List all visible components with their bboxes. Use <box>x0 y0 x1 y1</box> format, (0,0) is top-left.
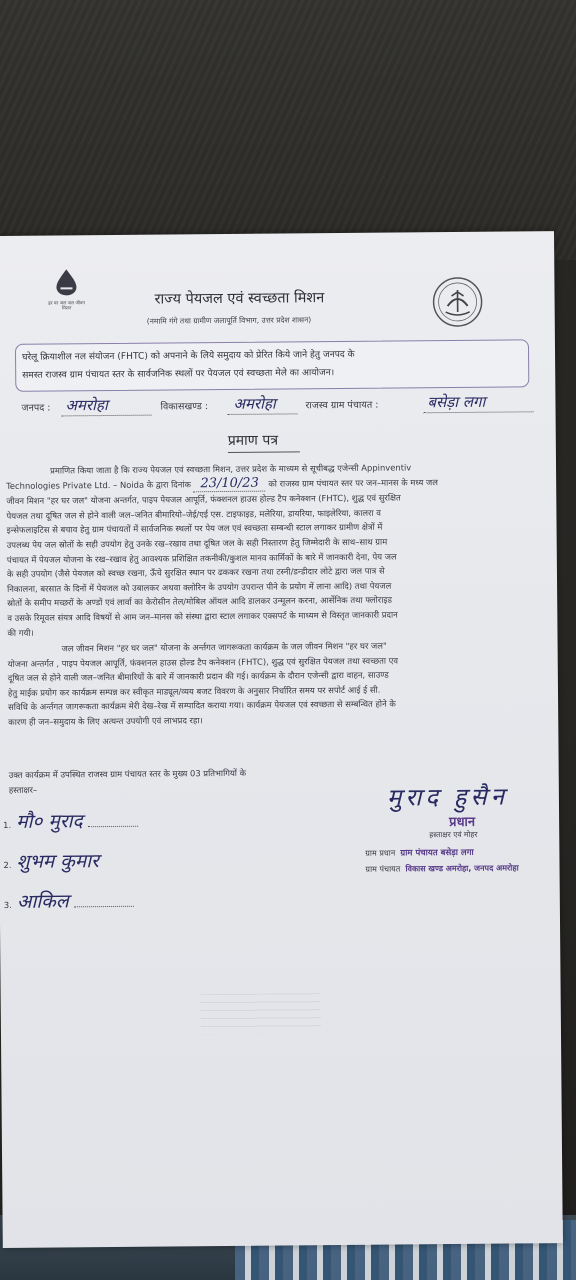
p1-line-0: प्रमाणित किया जाता है कि राज्य पेयजल एवं स्वच्छता मिशन, उत्तर प्रदेश के माध्यम से सूचीबद्ध एजेन्सी Appinventiv <box>50 462 412 476</box>
sign-line-2-label: ग्राम प्रधान <box>365 848 396 858</box>
background-floor <box>0 0 576 260</box>
gram-value: बसेड़ा लगा <box>427 392 486 412</box>
sign-stamp-line-2: ग्राम पंचायत बसेड़ा लगा <box>400 847 474 859</box>
sign-line-3-label: ग्राम पंचायत <box>365 864 401 874</box>
event-banner <box>15 339 529 391</box>
sign-line-1: हस्ताक्षर एवं मोहर <box>429 829 478 840</box>
title-underline <box>228 451 300 453</box>
pradhan-signature: मुराद हुसैन <box>386 782 509 812</box>
p1-line-1a: Technologies Private Ltd. – Noida के द्वारा दिनांक <box>6 478 192 491</box>
janpad-underline <box>62 415 152 417</box>
participants-intro-line-1: हस्ताक्षर– <box>8 784 38 795</box>
participants-intro-line-0: उक्त कार्यक्रम में उपस्थित राजस्व ग्राम पंचायत स्तर के मुख्य 03 प्रतिभागियों के <box>8 767 247 780</box>
participant-1 <box>3 806 183 834</box>
participant-2 <box>3 846 183 874</box>
p1-line-1b: को राजस्व ग्राम पंचायत स्तर पर जन–मानस के मध्य जल <box>268 476 438 489</box>
p2-line-4: सविधि के अर्न्तगत जागरूकता कार्यक्रम मेरी देख–रेख में सम्पादित कराया गया। कार्यक्रम पेयजल एवं स्वच्छता से सम्बन्धित होने के <box>8 698 396 713</box>
banner-line-2: समस्त राजस्व ग्राम पंचायत स्तर के सार्वजनिक स्थलों पर पेयजल एवं स्वच्छता मेले का आयोजन। <box>22 368 335 381</box>
janpad-label: जनपद : <box>21 402 51 414</box>
pradhan-stamp: प्रधान <box>449 814 476 831</box>
p2-line-2: दूषित जल से होने वाली जल–जनित बीमारियों के बारे में जानकारी प्रदान की गई। कार्यक्रम के दौरान एजेन्सी द्वारा वाहन, साउण्ड <box>7 669 389 684</box>
p1-line-11: व उसके रिमूवल संयत्र आदि विषयों से आम जन–मानस को संस्था द्वारा स्टाल लगाकर एक्सपर्ट के माध्यम से विस्तृत जानकारी प्रदान <box>7 609 398 623</box>
certificate-title: प्रमाण पत्र <box>227 432 279 449</box>
date-value: 23/10/23 <box>194 476 266 492</box>
up-government-emblem <box>431 276 483 328</box>
participant-name: शुभम कुमार <box>16 850 99 873</box>
p2-line-1: योजना अन्तर्गत , पाइप पेयजल आपूर्ति, फंक्शनल हाउस होल्ड टैप कनेक्शन (FHTC), शुद्ध एवं सुरक्षित पेयजल तथा स्वच्छता एव <box>7 655 399 669</box>
janpad-value: अमरोहा <box>65 396 108 415</box>
participant-num: 2. <box>3 859 12 870</box>
vikaskhand-value: अमरोहा <box>233 394 276 413</box>
logo-caption: हर घर जल जल जीवन मिशन <box>48 301 85 312</box>
har-ghar-jal-logo <box>46 267 86 313</box>
org-title: राज्य पेयजल एवं स्वच्छता मिशन <box>154 290 325 308</box>
gram-underline <box>424 411 534 413</box>
p1-line-8: के सही उपयोग (जैसे पेयजल को स्वच्छ रखना, ऊँचे सुरक्षित स्थान पर ढककर रखना तथा टस्नी/डन्डीदार लोटे द्वारा जल पात्र से <box>6 565 385 580</box>
sign-stamp-line-3: विकास खण्ड अमरोहा, जनपद अमरोहा <box>405 863 519 874</box>
p2-line-0: जल जीवन मिशन "हर घर जल" योजना के अर्न्तगत जागरूकता कार्यक्रम के जल जीवन मिशन "हर घर जल" <box>61 640 387 654</box>
p1-line-10: स्रोतों के समीप मच्छरों के अण्डों एवं लार्वा का केरोसीन तेल/मोबिल ऑयल आदि डालकर उन्मूलन करना, आर्सेनिक तथा फ्लोराइड <box>7 594 392 609</box>
paragraph-2 <box>8 637 549 729</box>
banner-line-1: घरेलू क्रियाशील नल संयोजन (FHTC) को अपनाने के लिये समुदाय को प्रेरित किये जाने हेतु जनपद के <box>22 349 355 363</box>
p1-line-3: जीवन मिशन "हर घर जल" योजना अन्तर्गत, पाइप पेयजल आपूर्ति, फंक्शनल हाउस होल्ड टैप कनेक्शन (FHTC), शुद्ध एवं सुरक्षित <box>6 492 401 507</box>
p2-line-5: कारण ही जन–समुदाय के लिए अत्यन्त उपयोगी एवं लाभप्रद रहा। <box>8 715 203 727</box>
participant-num: 1. <box>3 819 12 830</box>
p1-line-7: पंचायत में पेयजल योजना के रख–रखाव हेतु आवश्यक प्रशिक्षित तकनीकी/कुशल मानव कार्मिकों के बारे में जानकारी देना, पेय जल <box>6 551 397 565</box>
p1-line-4: पेयजल तथा दूषित जल से होने वाली जल–जनित बीमारियो–जेई/एई एस. टाइफाइड, मलेरिया, डायरिया, फाइलेरिया, कालरा व <box>6 507 381 521</box>
p1-line-5: इन्सेफलाइटिस से बचाव हेतु ग्राम पंचायतों में सार्वजनिक स्थलों पर पेय जल एवं स्वच्छता सम्बन्धी स्टाल लगाकर ग्रामीण क्षेत्रों में <box>6 521 383 536</box>
p1-line-6: उपलब्ध पेय जल स्रोतों के सही उपयोग हेतु उनके रख–रखाव तथा दूषित जल के सही निस्तारण हेतु जिम्मेदारी के साथ–साथ ग्राम <box>6 536 388 550</box>
p1-line-12: की गयी। <box>7 627 34 638</box>
vikaskhand-label: विकासखण्ड : <box>160 401 209 413</box>
sign-line-3 <box>365 855 518 877</box>
p1-line-9: निकालना, बरसात के दिनों में पेयजल को उबालकर अथवा क्लोरिन के उपयोग उपरान्त पीने के प्रयोग में लाना आदि) तथा पेयजल <box>7 580 392 594</box>
participant-name: आकिल <box>16 890 69 913</box>
vikaskhand-underline <box>228 413 298 415</box>
gram-label: राजस्व ग्राम पंचायत : <box>305 399 379 412</box>
water-drop-icon <box>46 267 86 297</box>
emblem-icon <box>431 276 483 328</box>
certificate-paper <box>0 231 563 1248</box>
participant-dots <box>74 906 134 908</box>
paragraph-1 <box>6 459 548 640</box>
p2-line-3: हेतु माईक प्रयोग कर कार्यक्रम सम्पन्न कर स्वीकृत माड्यूल/व्यय बजट विवरण के अनुसार निर्धारित समय पर सपोर्ट आई ई सी. <box>7 684 381 698</box>
org-subtitle: (नमामि गंगे तथा ग्रामीण जलापूर्ति विभाग, उत्तर प्रदेश शासन) <box>146 315 312 326</box>
participants-intro <box>9 766 247 797</box>
participant-num: 3. <box>3 899 12 910</box>
participant-name: मौ० मुराद <box>16 810 83 833</box>
participant-dots <box>88 826 138 827</box>
paper-bleed-through <box>201 993 321 1034</box>
participant-3 <box>4 886 184 914</box>
